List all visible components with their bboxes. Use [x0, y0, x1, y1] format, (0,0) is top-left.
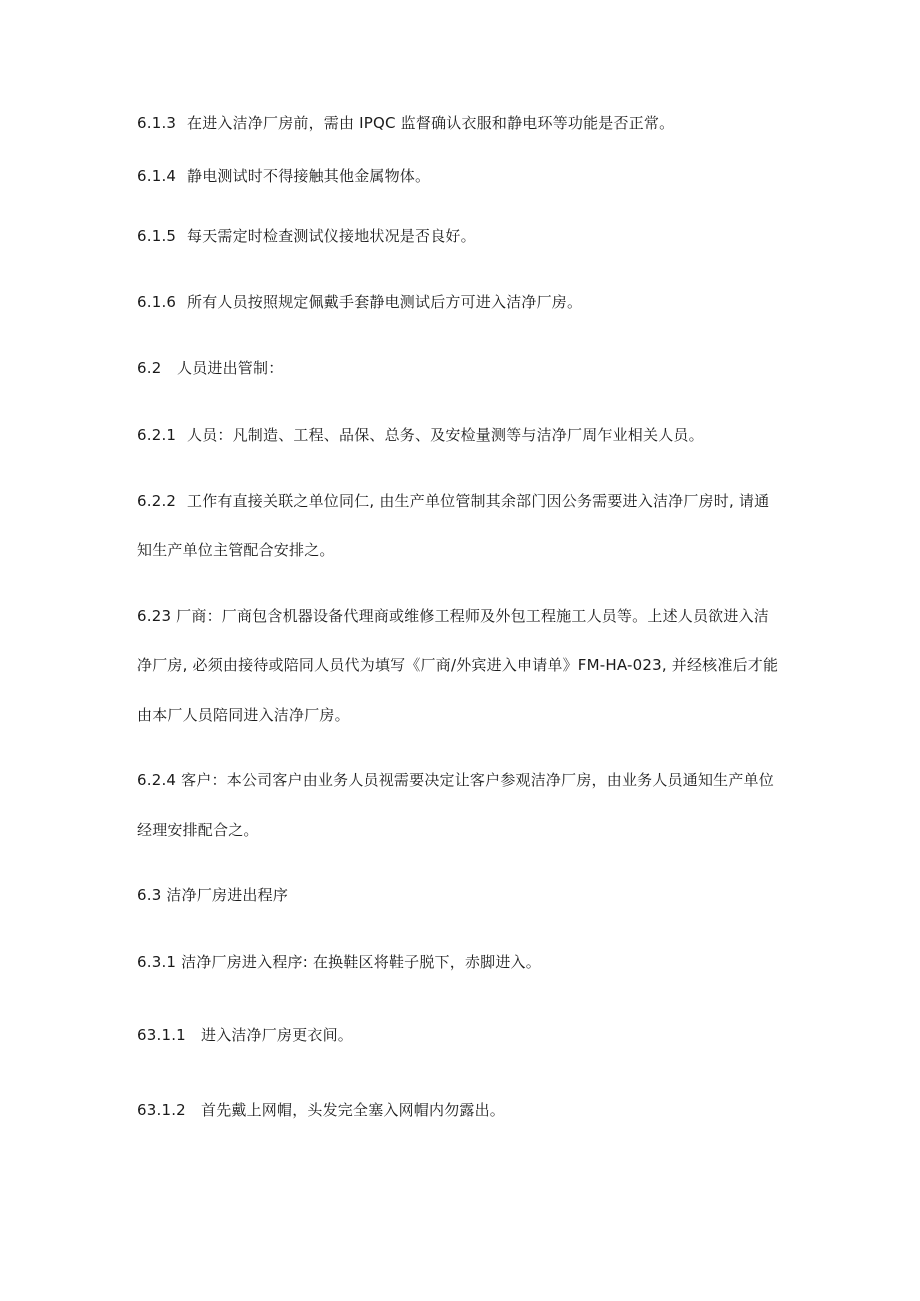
paragraph-6-1-5 — [137, 226, 476, 246]
paragraph-6-2-2-line1 — [137, 491, 769, 511]
paragraph-number: 63.1.1 — [137, 1026, 186, 1044]
paragraph-6-2-1 — [137, 425, 704, 445]
paragraph-6-1-3 — [137, 113, 674, 133]
paragraph-text: 人员：凡制造、工程、品保、总务、及安检量测等与洁净厂周乍业相关人员。 — [187, 426, 704, 444]
paragraph-text: 进入洁净厂房更衣间。 — [201, 1026, 354, 1044]
paragraph-text: 每天需定时检查测试仪接地状况是否良好。 — [187, 227, 476, 245]
paragraph-text: 6.2.4 客户：本公司客户由业务人员视需要决定让客户参观洁净厂房，由业务人员通知生产单位 — [137, 771, 774, 789]
paragraph-6-2-3-line2 — [137, 655, 778, 675]
paragraph-6-3-1-1 — [137, 1025, 353, 1045]
paragraph-6-2-3-line1 — [137, 606, 769, 626]
heading-6-2 — [137, 358, 283, 378]
paragraph-number: 6.1.3 — [137, 114, 177, 132]
paragraph-number: 6.2 — [137, 359, 162, 377]
paragraph-text: 6.3.1 洁净厂房进入程序: 在换鞋区将鞋子脱下，赤脚进入。 — [137, 953, 541, 971]
paragraph-text: 净厂房, 必须由接待或陪同人员代为填写《厂商/外宾进入申请单》FM-HA-023, 并经核准后才能 — [137, 656, 779, 674]
paragraph-text: 静电测试时不得接触其他金属物体。 — [187, 167, 431, 185]
paragraph-text: 所有人员按照规定佩戴手套静电测试后方可进入洁净厂房。 — [187, 293, 583, 311]
paragraph-text: 首先戴上网帽，头发完全塞入网帽内勿露出。 — [201, 1101, 506, 1119]
paragraph-6-3-1-2 — [137, 1100, 505, 1120]
paragraph-6-2-3-line3 — [137, 705, 350, 725]
paragraph-text: 由本厂人员陪同进入洁净厂房。 — [137, 706, 350, 724]
paragraph-number: 6.2.2 — [137, 492, 177, 510]
paragraph-6-2-4-line2 — [137, 820, 259, 840]
paragraph-text: 经理安排配合之。 — [137, 821, 259, 839]
paragraph-number: 6.1.5 — [137, 227, 177, 245]
paragraph-text: 人员进出管制： — [177, 359, 284, 377]
paragraph-text: 工作有直接关联之单位同仁, 由生产单位管制其余部门因公务需要进入洁净厂房时, 请通 — [187, 492, 770, 510]
paragraph-number: 6.2.1 — [137, 426, 177, 444]
paragraph-6-2-4-line1 — [137, 770, 774, 790]
paragraph-number: 63.1.2 — [137, 1101, 186, 1119]
paragraph-6-3-1 — [137, 952, 541, 972]
heading-6-3 — [137, 885, 288, 905]
paragraph-number: 6.1.6 — [137, 293, 177, 311]
paragraph-text: 6.3 洁净厂房进出程序 — [137, 886, 289, 904]
paragraph-number: 6.1.4 — [137, 167, 177, 185]
paragraph-6-1-6 — [137, 292, 582, 312]
paragraph-text: 知生产单位主管配合安排之。 — [137, 541, 335, 559]
paragraph-6-2-2-line2 — [137, 540, 335, 560]
paragraph-text: 在进入洁净厂房前，需由 IPQC 监督确认衣服和静电环等功能是否正常。 — [187, 114, 675, 132]
paragraph-6-1-4 — [137, 166, 430, 186]
paragraph-text: 6.23 厂商：厂商包含机器设备代理商或维修工程师及外包工程施工人员等。上述人员欲进入洁 — [137, 607, 769, 625]
